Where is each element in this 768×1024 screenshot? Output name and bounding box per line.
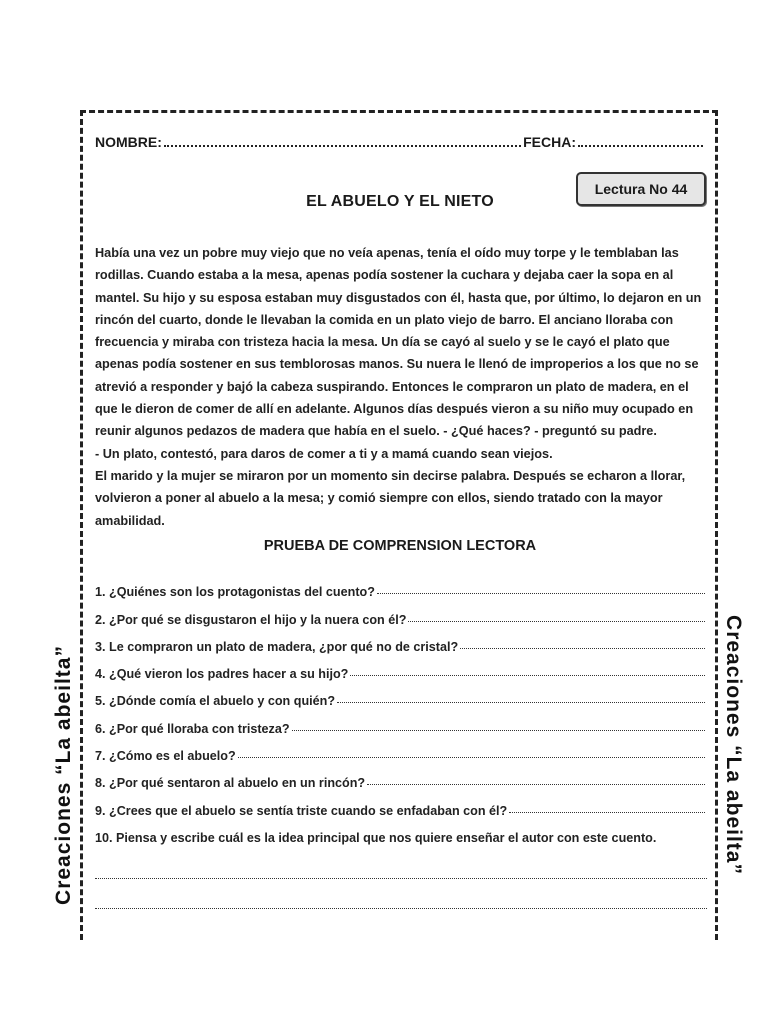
question-item (95, 818, 707, 845)
story-line: rincón del cuarto, donde le llevaban la comida en un plato viejo de barro. El anciano lloraba con (95, 312, 674, 327)
question-item (95, 790, 707, 817)
story-line: atrevió a responder y bajó la cabeza suspirando. Entonces le compraron un plato de madera, en el (95, 379, 689, 394)
question-text: 6. ¿Por qué lloraba con tristeza? (95, 721, 290, 736)
question-item (95, 599, 707, 626)
question-item (95, 763, 707, 790)
question-item (95, 654, 707, 681)
answer-field[interactable] (292, 730, 705, 731)
question-item (95, 681, 707, 708)
reading-number-badge: Lectura No 44 (576, 172, 706, 206)
story-text (95, 242, 707, 532)
story-line: amabilidad. (95, 513, 165, 528)
nombre-label: NOMBRE: (95, 134, 162, 150)
question-text: 9. ¿Crees que el abuelo se sentía triste cuando se enfadaban con él? (95, 803, 508, 818)
question-text: 5. ¿Dónde comía el abuelo y con quién? (95, 694, 336, 709)
answer-line[interactable] (95, 878, 707, 879)
fecha-field[interactable] (578, 145, 703, 147)
answer-field[interactable] (509, 812, 705, 813)
story-line: mantel. Su hijo y su esposa estaban muy disgustados con él, hasta que, por último, lo dejaron en un (95, 290, 702, 305)
answer-field[interactable] (367, 784, 705, 785)
story-line: reunir algunos pedazos de madera que había en el suelo. - ¿Qué haces? - preguntó su padre. (95, 424, 657, 439)
fecha-label: FECHA: (523, 134, 576, 150)
side-credit-left: Creaciones “La abeilta” (52, 645, 75, 905)
question-item (95, 627, 707, 654)
answer-field[interactable] (377, 593, 705, 594)
question-item (95, 572, 707, 599)
question-list (95, 572, 707, 845)
answer-field[interactable] (350, 675, 705, 676)
question-text: 8. ¿Por qué sentaron al abuelo en un rincón? (95, 776, 366, 791)
nombre-field[interactable] (164, 145, 521, 147)
story-line: apenas podía sostener en sus temblorosas manos. Su nuera le llenó de improperios a los que no se (95, 357, 699, 372)
story-line: El marido y la mujer se miraron por un momento sin decirse palabra. Después se echaron a llorar, (95, 468, 686, 483)
answer-field[interactable] (408, 621, 705, 622)
story-line: volvieron a poner al abuelo a la mesa; y comió siempre con ellos, siendo tratado con la mayor (95, 491, 663, 506)
question-item (95, 708, 707, 735)
answer-field[interactable] (238, 757, 705, 758)
question-item (95, 736, 707, 763)
question-text: 1. ¿Quiénes son los protagonistas del cuento? (95, 585, 375, 600)
question-text: 2. ¿Por qué se disgustaron el hijo y la nuera con él? (95, 612, 407, 627)
header-fields (95, 130, 705, 150)
answer-field[interactable] (337, 702, 705, 703)
story-line: Había una vez un pobre muy viejo que no veía apenas, tenía el oído muy torpe y le temblaban las (95, 246, 679, 260)
question-text: 7. ¿Cómo es el abuelo? (95, 749, 236, 764)
story-line: frecuencia y miraba con tristeza hacia la mesa. Un día se cayó al suelo y se le cayó el plato que (95, 335, 670, 350)
question-text: 3. Le compraron un plato de madera, ¿por qué no de cristal? (95, 639, 459, 654)
side-credit-right: Creaciones “La abeilta” (722, 615, 745, 875)
question-text: 4. ¿Qué vieron los padres hacer a su hijo? (95, 667, 349, 682)
answer-field[interactable] (460, 648, 705, 649)
story-line: que le dieron de comer de allí en adelante. Algunos días después vieron a su niño muy ocupado en (95, 402, 694, 417)
story-line: - Un plato, contestó, para daros de comer a ti y a mamá cuando sean viejos. (95, 446, 553, 461)
section-subtitle: PRUEBA DE COMPRENSION LECTORA (263, 538, 537, 554)
question-text: 10. Piensa y escribe cuál es la idea principal que nos quiere enseñar el autor con este cuento. (95, 830, 657, 845)
story-title: EL ABUELO Y EL NIETO (306, 193, 494, 210)
story-line: rodillas. Cuando estaba a la mesa, apenas podía sostener la cuchara y dejaba caer la sopa en al (95, 268, 674, 283)
answer-line[interactable] (95, 908, 707, 909)
